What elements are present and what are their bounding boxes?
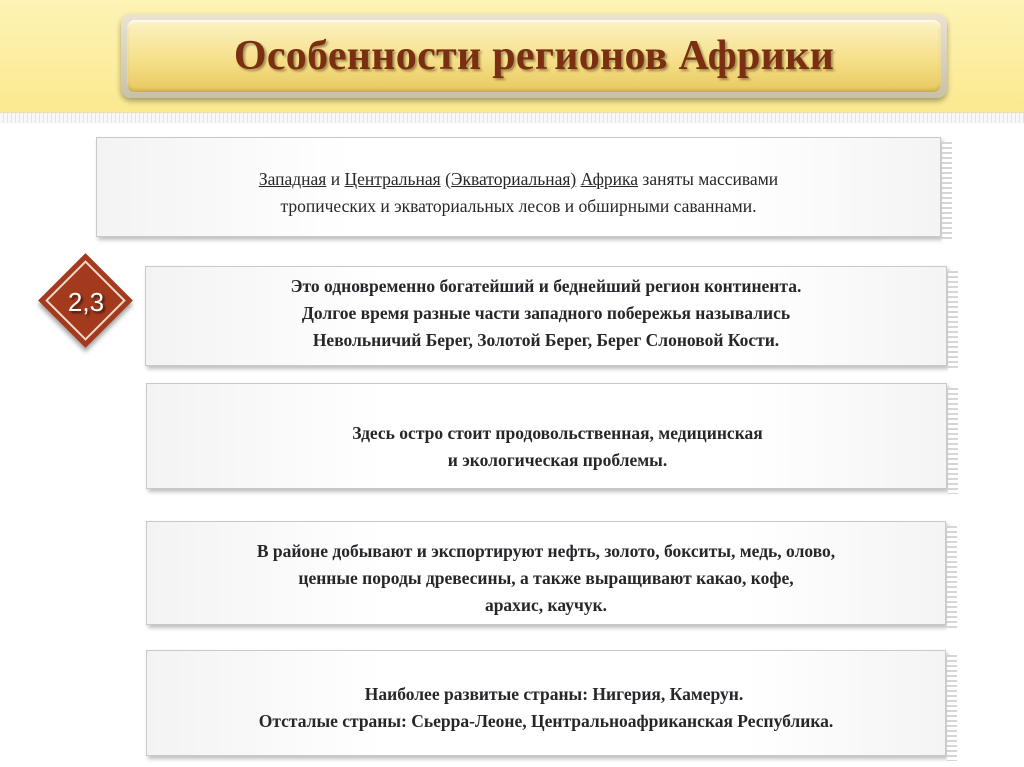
card-5-line-2: Отсталые страны: Сьерра-Леоне, Центральноафриканская Республика. — [258, 711, 834, 731]
slide-title: Особенности регионов Африки — [233, 33, 835, 79]
card-countries — [146, 650, 946, 756]
card-3-line-1: Здесь остро стоит продовольственная, медицинская — [352, 423, 763, 443]
card-resources — [146, 521, 946, 625]
card-1-line-2: тропических и экваториальных лесов и обширными саваннами. — [280, 196, 757, 216]
card-1-line-1 — [97, 166, 940, 193]
link-central: Центральная — [344, 169, 441, 189]
header-stripes — [0, 112, 1024, 123]
card-4-line-2: ценные породы древесины, а также выращивают какао, кофе, — [298, 568, 794, 588]
title-frame — [121, 14, 947, 98]
card-west-central-africa — [96, 137, 941, 237]
card-4-text — [147, 538, 945, 619]
card-5-text — [147, 681, 945, 735]
card-1-text — [97, 166, 940, 220]
card-2-line-2: Долгое время разные части западного побережья назывались — [301, 303, 791, 323]
title-plate — [127, 20, 941, 92]
card-2-line-3: Невольничий Берег, Золотой Берег, Берег Слоновой Кости. — [312, 330, 780, 350]
card-2-line-1: Это одновременно богатейший и беднейший регион континента. — [290, 276, 802, 296]
card-1-rest: заняты массивами — [642, 169, 779, 189]
card-3-text — [169, 420, 946, 474]
link-africa: Африка — [580, 169, 639, 189]
card-2-text — [146, 273, 946, 354]
link-equatorial: (Экваториальная) — [445, 169, 577, 189]
card-4-line-3: арахис, каучук. — [484, 595, 608, 615]
link-western: Западная — [258, 169, 327, 189]
card-3-line-2: и экологическая проблемы. — [447, 450, 668, 470]
card-richest-poorest — [145, 266, 947, 366]
card-5-line-1: Наиболее развитые страны: Нигерия, Камерун. — [364, 684, 744, 704]
card-problems — [146, 383, 947, 489]
word-and: и — [330, 169, 341, 189]
badge-label: 2,3 — [67, 286, 105, 317]
card-4-line-1: В районе добывают и экспортируют нефть, золото, бокситы, медь, олово, — [256, 541, 836, 561]
